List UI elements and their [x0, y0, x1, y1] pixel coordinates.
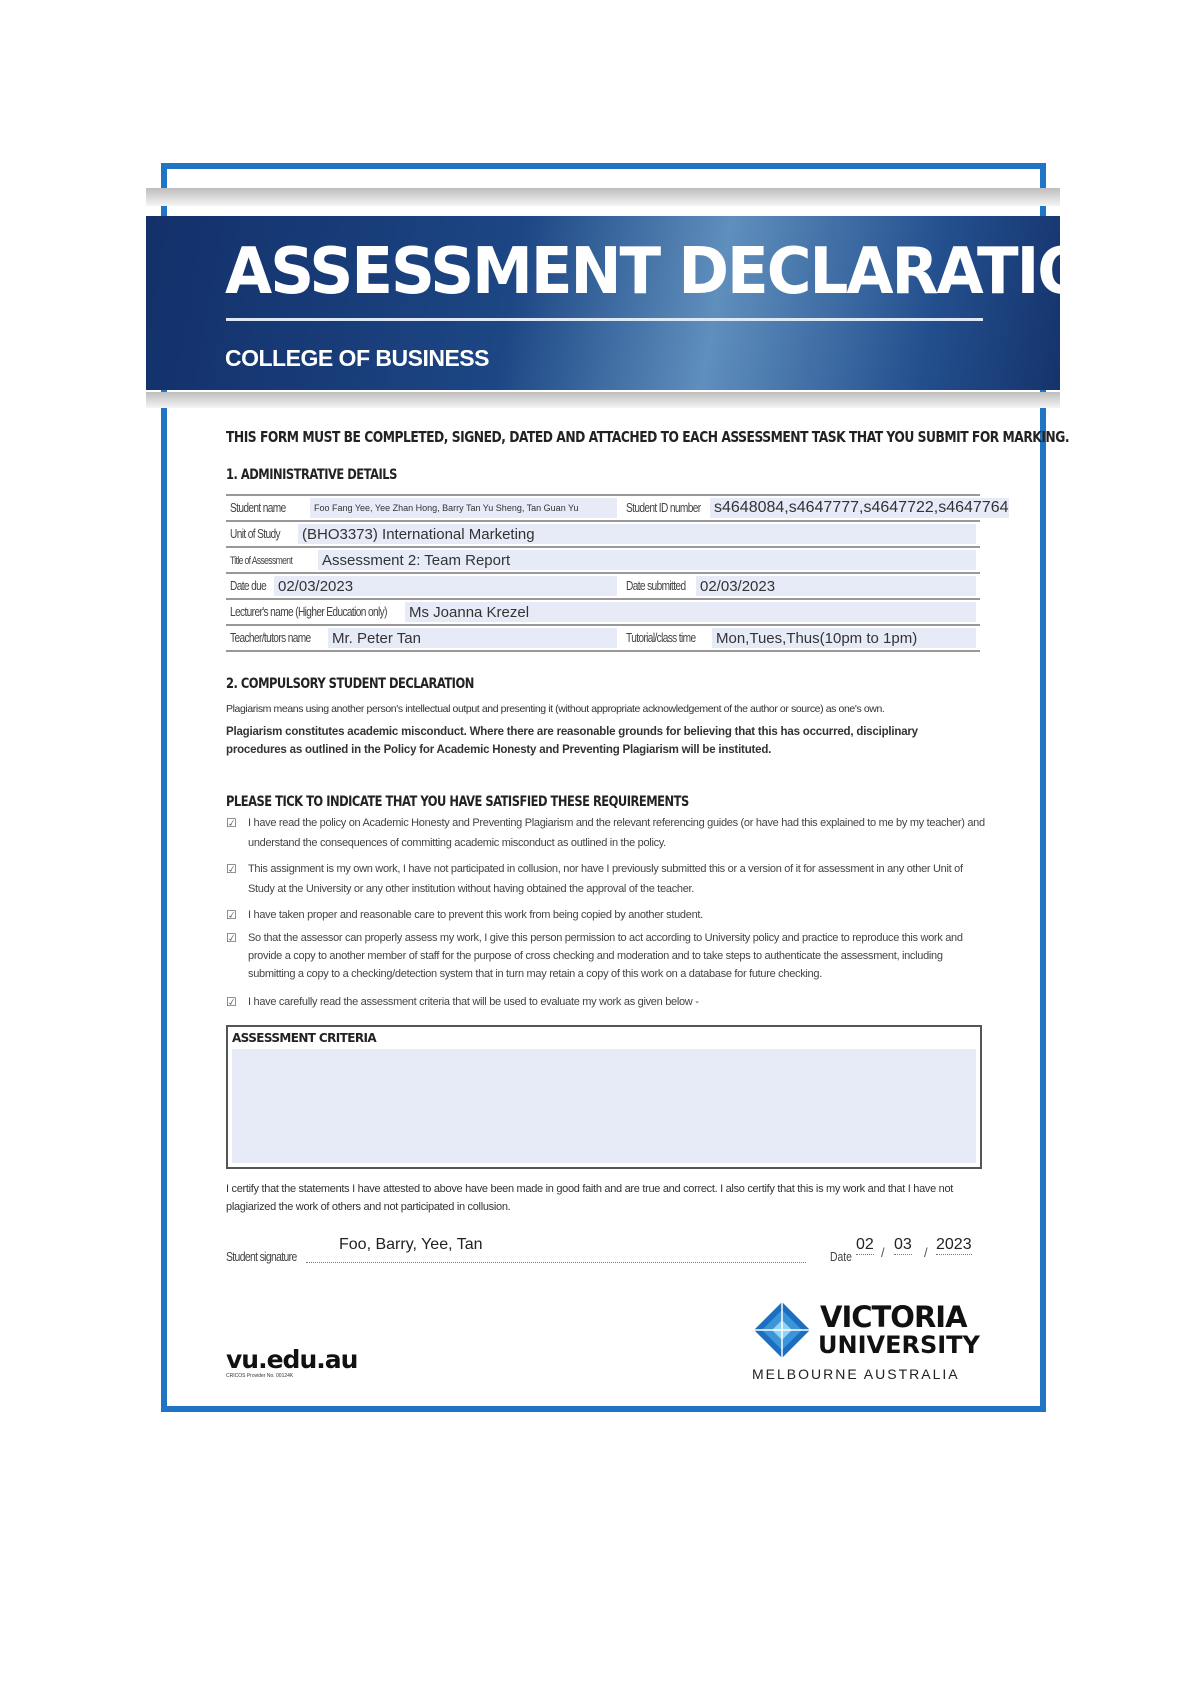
signature-row: [226, 1235, 1006, 1265]
tutorial-cell: [621, 626, 980, 650]
date-label: Date: [830, 1249, 852, 1264]
requirement-item: [226, 859, 986, 899]
instruction-text: THIS FORM MUST BE COMPLETED, SIGNED, DATED AND ATTACHED TO EACH ASSESSMENT TASK THAT YOU SUBMIT FOR MARKING.: [226, 428, 1070, 446]
lecturer-label: Lecturer's name (Higher Education only): [230, 604, 387, 619]
unit-label: Unit of Study: [230, 526, 280, 541]
assessment-title-label: Title of Assessment: [230, 555, 293, 567]
lecturer-cell: [226, 600, 980, 624]
student-name-label: Student name: [230, 500, 286, 515]
signature-field[interactable]: Foo, Barry, Yee, Tan: [339, 1236, 483, 1253]
table-row: [226, 574, 980, 600]
checkbox-icon[interactable]: ☑: [226, 816, 237, 830]
table-row: [226, 600, 980, 626]
university-name-line2: UNIVERSITY: [818, 1331, 980, 1359]
criteria-heading: ASSESSMENT CRITERIA: [232, 1031, 377, 1045]
checkbox-icon[interactable]: ☑: [226, 862, 237, 876]
requirements-heading: PLEASE TICK TO INDICATE THAT YOU HAVE SATISFIED THESE REQUIREMENTS: [226, 794, 689, 810]
student-id-label: Student ID number: [626, 500, 701, 515]
date-month-field[interactable]: 03: [894, 1236, 912, 1253]
student-name-cell: [226, 496, 621, 520]
checkbox-icon[interactable]: ☑: [226, 995, 237, 1009]
date-slash: /: [924, 1245, 928, 1260]
requirement-text: So that the assessor can properly assess my work, I give this person permission to act according to University policy and practice to reproduce this work and provide a copy to another member of staff for the purpose of cross checking and moderation and to take steps to authenticate the assessment, including submitting a copy to a checking/detection system that in turn may retain a copy of this work on a database for future checking.: [248, 932, 963, 980]
date-due-cell: [226, 574, 621, 598]
title-underline: [226, 318, 983, 321]
signature-label: Student signature: [226, 1249, 297, 1264]
requirement-text: I have read the policy on Academic Honesty and Preventing Plagiarism and the relevant referencing guides (or have had this explained to me by my teacher) and understand the consequences of committing academic misconduct as outlined in the policy.: [248, 817, 985, 849]
date-due-label: Date due: [230, 578, 267, 593]
checkbox-icon[interactable]: ☑: [226, 931, 237, 945]
date-submitted-field[interactable]: 02/03/2023: [696, 576, 976, 596]
requirement-item: [226, 929, 986, 983]
table-row: [226, 626, 980, 652]
admin-heading: 1. ADMINISTRATIVE DETAILS: [226, 467, 397, 483]
form-title: ASSESSMENT DECLARATION: [225, 234, 1137, 309]
plagiarism-definition: Plagiarism means using another person's intellectual output and presenting it (without appropriate acknowledgement of the author or source) as one's own.: [226, 703, 885, 715]
assessment-criteria-box: [226, 1025, 982, 1169]
student-name-field[interactable]: Foo Fang Yee, Yee Zhan Hong, Barry Tan Yu Sheng, Tan Guan Yu: [310, 498, 617, 518]
checkbox-icon[interactable]: ☑: [226, 908, 237, 922]
admin-details-table: [226, 494, 1009, 652]
assessment-title-cell: [226, 548, 980, 572]
assessment-title-field[interactable]: Assessment 2: Team Report: [318, 550, 976, 570]
requirement-text: This assignment is my own work, I have not participated in collusion, nor have I previously submitted this or a version of it for assessment in any other Unit of Study at the University or any other institution without having obtained the approval of the teacher.: [248, 863, 963, 895]
tutorial-label: Tutorial/class time: [626, 630, 696, 645]
university-tagline: MELBOURNE AUSTRALIA: [752, 1366, 960, 1382]
college-name: COLLEGE OF BUSINESS: [225, 345, 489, 371]
table-row: [226, 522, 980, 548]
certification-text: I certify that the statements I have attested to above have been made in good faith and are true and correct. I also certify that this is my work and that I have not plagiarized the work of others and not participated in collusion.: [226, 1183, 954, 1213]
tutorial-field[interactable]: Mon,Tues,Thus(10pm to 1pm): [712, 628, 976, 648]
requirement-item: [226, 905, 986, 925]
tutor-label: Teacher/tutors name: [230, 630, 311, 645]
student-id-field[interactable]: s4648084,s4647777,s4647722,s4647764: [710, 498, 1009, 518]
requirement-item: [226, 992, 986, 1012]
date-submitted-label: Date submitted: [626, 578, 686, 593]
table-row: [226, 548, 980, 574]
declaration-heading: 2. COMPULSORY STUDENT DECLARATION: [226, 676, 474, 692]
date-slash: /: [881, 1245, 885, 1260]
date-year-field[interactable]: 2023: [936, 1236, 972, 1253]
date-due-field[interactable]: 02/03/2023: [274, 576, 617, 596]
unit-field[interactable]: (BHO3373) International Marketing: [298, 524, 976, 544]
tutor-cell: [226, 626, 621, 650]
cricos-number: CRICOS Provider No. 00124K: [226, 1373, 294, 1379]
requirement-item: [226, 813, 986, 853]
unit-cell: [226, 522, 980, 546]
vu-diamond-logo-icon: [752, 1300, 812, 1360]
plagiarism-warning: Plagiarism constitutes academic misconduct. Where there are reasonable grounds for believing that this has occurred, disciplinary procedures as outlined in the Policy for Academic Honesty and Preventing Plagiarism will be instituted.: [226, 726, 918, 756]
lecturer-field[interactable]: Ms Joanna Krezel: [405, 602, 976, 622]
tutor-field[interactable]: Mr. Peter Tan: [328, 628, 617, 648]
criteria-field[interactable]: [232, 1049, 976, 1163]
website-url: vu.edu.au: [226, 1345, 358, 1374]
date-submitted-cell: [621, 574, 980, 598]
requirement-text: I have carefully read the assessment criteria that will be used to evaluate my work as given below -: [248, 996, 699, 1008]
top-grey-band: [146, 188, 1060, 206]
date-day-field[interactable]: 02: [856, 1236, 874, 1253]
requirement-text: I have taken proper and reasonable care to prevent this work from being copied by another student.: [248, 909, 703, 921]
bottom-grey-band: [146, 392, 1060, 408]
university-name-line1: VICTORIA: [820, 1300, 967, 1334]
student-id-cell: [621, 496, 1009, 520]
signature-line: [306, 1262, 806, 1263]
table-row: [226, 496, 1009, 522]
